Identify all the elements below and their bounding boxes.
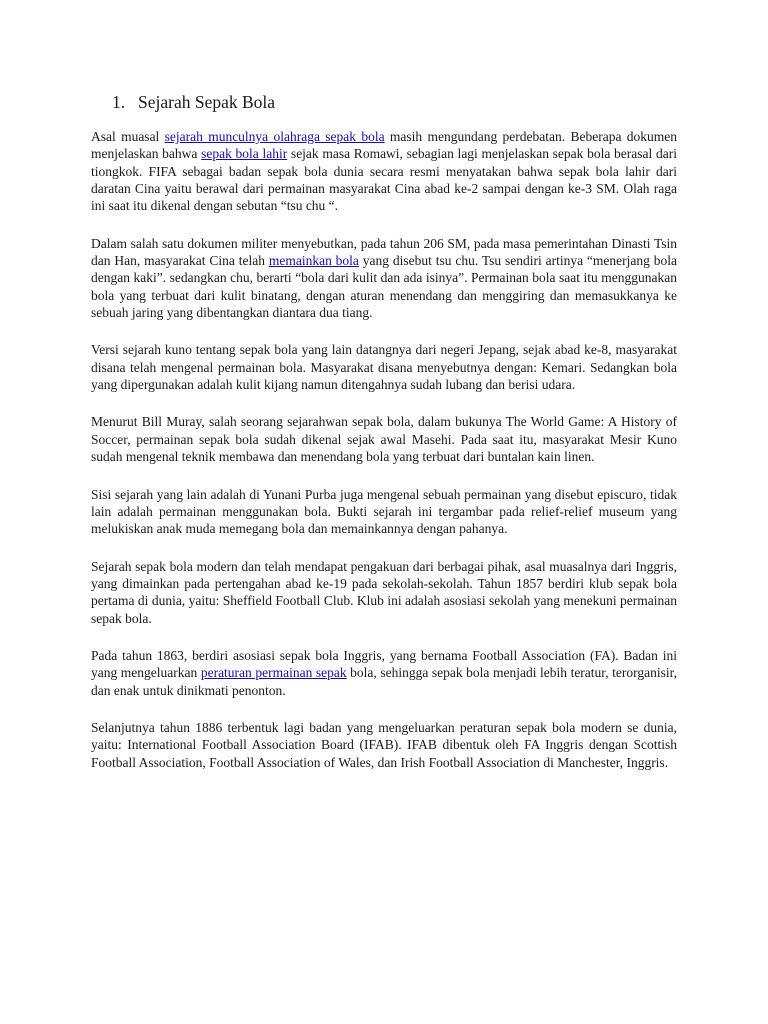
paragraph-1 [91, 128, 677, 215]
paragraph-5: Sisi sejarah yang lain adalah di Yunani Purba juga mengenal sebuah permainan yang disebut episcuro, tidak lain adalah permainan menggunakan bola. Bukti sejarah ini tergambar pada relief-relief museum yang melukiskan anak muda memegang bola dan memainkannya dengan pahanya. [91, 486, 677, 537]
paragraph-3: Versi sejarah kuno tentang sepak bola yang lain datangnya dari negeri Jepang, sejak abad ke-8, masyarakat disana telah mengenal permainan bola. Masyarakat disana menyebutnya dengan: Kemari. Sedangkan bola yang dipergunakan adalah kulit kijang namun ditengahnya sudah lubang dan berisi udara. [91, 342, 677, 393]
paragraph-text: sejak masa Romawi, sebagian lagi menjelaskan sepak bola berasal dari tiongkok. FIFA sebagai badan sepak bola dunia secara resmi menyatakan bahwa sepak bola lahir dari daratan Cina yaitu berawal dari permainan masyarakat Cina abad ke-2 sampai dengan ke-3 SM. Olah raga ini saat itu dikenal dengan sebutan “tsu chu “. [91, 146, 677, 214]
link-sepak-bola-lahir[interactable]: sepak bola lahir [201, 146, 288, 162]
paragraph-2 [91, 235, 677, 322]
heading-title: Sejarah Sepak Bola [138, 92, 276, 112]
paragraph-text: yang disebut tsu chu. Tsu sendiri artinya “menerjang bola dengan kaki”. sedangkan chu, berarti “bola dari kulit dan ada isinya”. Permainan bola saat itu menggunakan bola yang terbuat dari kulit binatang, dengan aturan menendang dan menggiring dan memasukkanya ke sebuah jaring yang dibentangkan diantara dua tiang. [91, 253, 677, 321]
paragraph-4: Menurut Bill Muray, salah seorang sejarahwan sepak bola, dalam bukunya The World Game: A History of Soccer, permainan sepak bola sudah dikenal sejak awal Masehi. Pada saat itu, masyarakat Mesir Kuno sudah mengenal teknik membawa dan menendang bola yang terbuat dari buntalan kain linen. [91, 414, 677, 465]
article-body [91, 128, 677, 791]
paragraph-7 [91, 647, 677, 699]
paragraph-text: Dalam salah satu dokumen militer menyebutkan, pada tahun 206 SM, pada masa pemerintahan Dinasti Tsin dan Han, masyarakat Cina telah [91, 235, 677, 269]
paragraph-text: bola, sehingga sepak bola menjadi lebih teratur, terorganisir, dan enak untuk dinikmati penonton. [91, 665, 677, 698]
paragraph-8: Selanjutnya tahun 1886 terbentuk lagi badan yang mengeluarkan peraturan sepak bola modern se dunia, yaitu: International Football Association Board (IFAB). IFAB dibentuk oleh FA Inggris dengan Scottish Football Association, Football Association of Wales, dan Irish Football Association di Manchester, Inggris. [91, 719, 677, 770]
paragraph-text: Pada tahun 1863, berdiri asosiasi sepak bola Inggris, yang bernama Football Association (FA). Badan ini yang mengeluarkan [91, 647, 677, 681]
heading-number: 1. [112, 92, 126, 112]
section-heading [112, 90, 275, 114]
paragraph-text: masih mengundang perdebatan. Beberapa dokumen menjelaskan bahwa [91, 129, 678, 162]
paragraph-6: Sejarah sepak bola modern dan telah mendapat pengakuan dari berbagai pihak, asal muasalnya dari Inggris, yang dimainkan pada pertengahan abad ke-19 pada sekolah-sekolah. Tahun 1857 berdiri klub sepak bola pertama di dunia, yaitu: Sheffield Football Club. Klub ini adalah asosiasi sekolah yang menekuni permainan sepak bola. [91, 558, 677, 626]
paragraph-text: Asal muasal [91, 129, 165, 144]
link-sejarah-munculnya[interactable]: sejarah munculnya olahraga sepak bola [164, 129, 385, 144]
link-peraturan-permainan-sepak[interactable]: peraturan permainan sepak [200, 665, 347, 681]
link-memainkan-bola[interactable]: memainkan bola [268, 253, 359, 269]
